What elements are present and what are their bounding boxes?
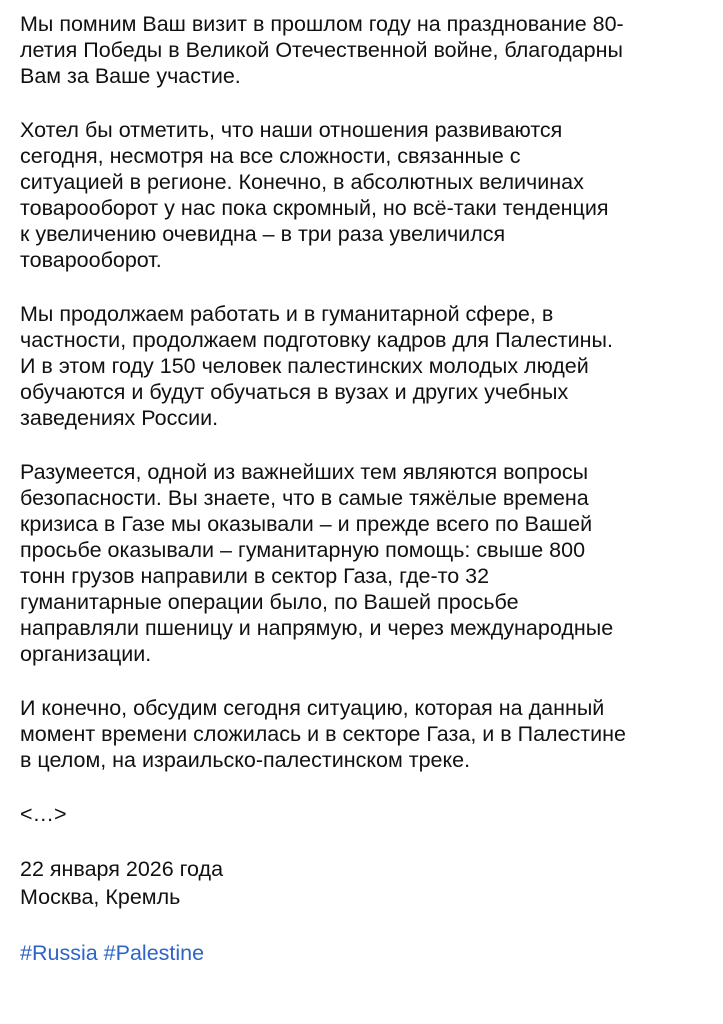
post-date: 22 января 2026 года xyxy=(20,857,224,881)
paragraph-humanitarian: Мы продолжаем работать и в гуманитарной сфере, в частности, продолжаем подготовку кадров для Палестины. И в этом году 150 человек палестинских молодых людей обучаются и будут обучаться в вузах и других учебных заведениях России. xyxy=(20,302,613,430)
post-location: Москва, Кремль xyxy=(20,885,181,909)
omission-mark: <…> xyxy=(20,802,67,826)
paragraph-gaza: И конечно, обсудим сегодня ситуацию, которая на данный момент времени сложилась и в секторе Газа, и в Палестине в целом, на израильско-палестинском треке. xyxy=(20,696,626,772)
hashtag-russia[interactable]: #Russia xyxy=(20,941,98,965)
hashtag-palestine[interactable]: #Palestine xyxy=(103,941,205,965)
paragraph-visit: Мы помним Ваш визит в прошлом году на празднование 80- летия Победы в Великой Отечественной войне, благодарны Вам за Ваше участие. xyxy=(20,12,624,88)
paragraph-trade: Хотел бы отметить, что наши отношения развиваются сегодня, несмотря на все сложности, связанные с ситуацией в регионе. Конечно, в абсолютных величинах товарооборот у нас пока скромный, но всё-таки тенденция к увеличению очевидна – в три раза увеличился товарооборот. xyxy=(20,118,609,272)
hashtags xyxy=(20,939,703,967)
signoff xyxy=(20,855,703,911)
paragraph-security: Разумеется, одной из важнейших тем являются вопросы безопасности. Вы знаете, что в самые тяжёлые времена кризиса в Газе мы оказывали – и прежде всего по Вашей просьбе оказывали – гуманитарную помощь: свыше 800 тонн грузов направили в сектор Газа, где-то 32 гуманитарные операции было, по Вашей просьбе направляли пшеницу и напрямую, и через международные организации. xyxy=(20,460,614,666)
